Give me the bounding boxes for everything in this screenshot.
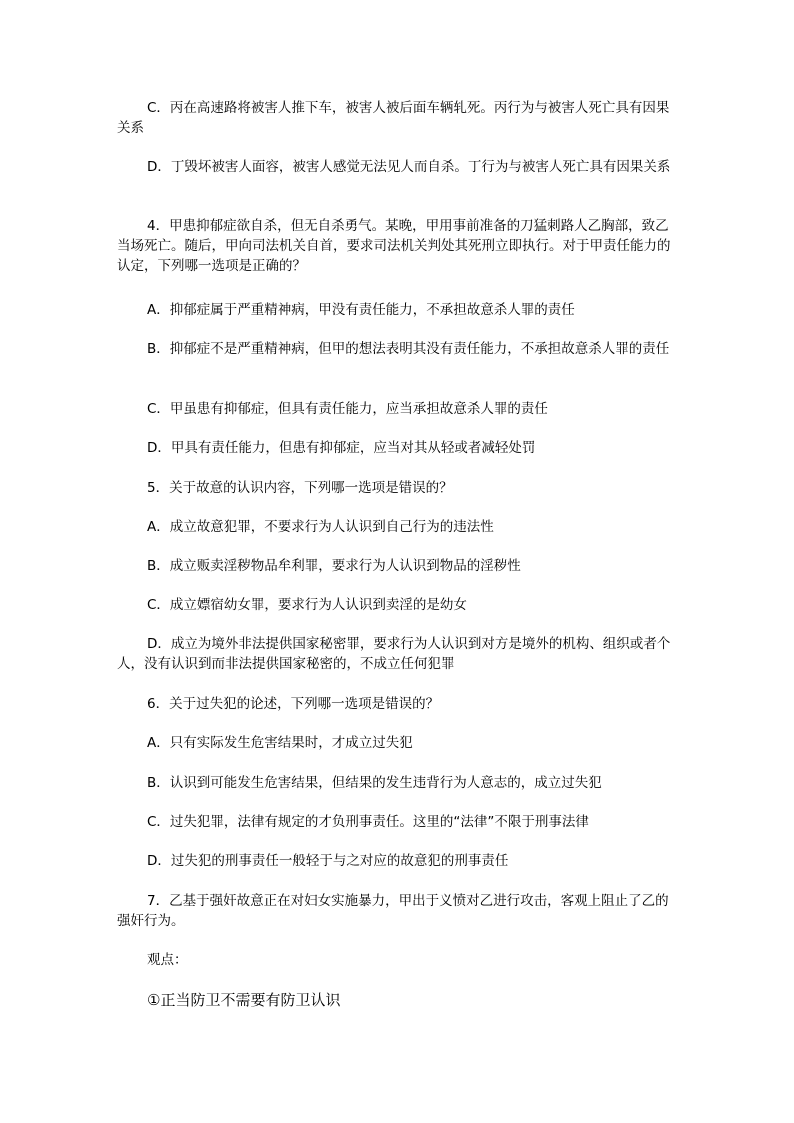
option-c-q6: C．过失犯罪，法律有规定的才负刑事责任。这里的“法律”不限于刑事法律 — [147, 814, 589, 830]
option-a-q5: A．成立故意犯罪，不要求行为人认识到自己行为的违法性 — [147, 519, 494, 535]
viewpoints-label: 观点： — [147, 952, 188, 968]
option-c-q5: C．成立嫖宿幼女罪，要求行为人认识到卖淫的是幼女 — [147, 597, 467, 613]
option-b-q4: B．抑郁症不是严重精神病，但甲的想法表明其没有责任能力，不承担故意杀人罪的责任 — [147, 341, 670, 357]
option-d-q6: D．过失犯的刑事责任一般轻于与之对应的故意犯的刑事责任 — [147, 853, 509, 869]
option-a-q4: A．抑郁症属于严重精神病，甲没有责任能力，不承担故意杀人罪的责任 — [147, 302, 575, 318]
option-b-q5: B．成立贩卖淫秽物品牟利罪，要求行为人认识到物品的淫秽性 — [147, 558, 521, 574]
option-d-q4: D．甲具有责任能力，但患有抑郁症，应当对其从轻或者减轻处罚 — [147, 440, 536, 456]
option-d-q5: D．成立为境外非法提供国家秘密罪，要求行为人认识到对方是境外的机构、组织或者个人，没有认识到而非法提供国家秘密的，不成立任何犯罪 — [117, 636, 671, 672]
option-a-q6: A．只有实际发生危害结果时，才成立过失犯 — [147, 735, 413, 751]
option-b-q6: B．认识到可能发生危害结果，但结果的发生违背行为人意志的，成立过失犯 — [147, 775, 602, 791]
question-7: 7．乙基于强奸故意正在对妇女实施暴力，甲出于义愤对乙进行攻击，客观上阻止了乙的强奸行为。 — [117, 893, 669, 929]
question-4: 4．甲患抑郁症欲自杀，但无自杀勇气。某晚，甲用事前准备的刀猛刺路人乙胸部，致乙当场死亡。随后，甲向司法机关自首，要求司法机关判处其死刑立即执行。对于甲责任能力的认定，下列哪一选项是正确的？ — [117, 218, 671, 274]
viewpoint-1: ①正当防卫不需要有防卫认识 — [147, 991, 341, 1009]
option-c-q3: C．丙在高速路将被害人推下车，被害人被后面车辆轧死。丙行为与被害人死亡具有因果关系 — [117, 100, 670, 136]
option-d-q3: D．丁毁坏被害人面容，被害人感觉无法见人而自杀。丁行为与被害人死亡具有因果关系 — [147, 159, 671, 175]
question-5: 5．关于故意的认识内容，下列哪一选项是错误的？ — [147, 480, 453, 496]
question-6: 6．关于过失犯的论述，下列哪一选项是错误的？ — [147, 696, 440, 712]
option-c-q4: C．甲虽患有抑郁症，但具有责任能力，应当承担故意杀人罪的责任 — [147, 401, 548, 417]
